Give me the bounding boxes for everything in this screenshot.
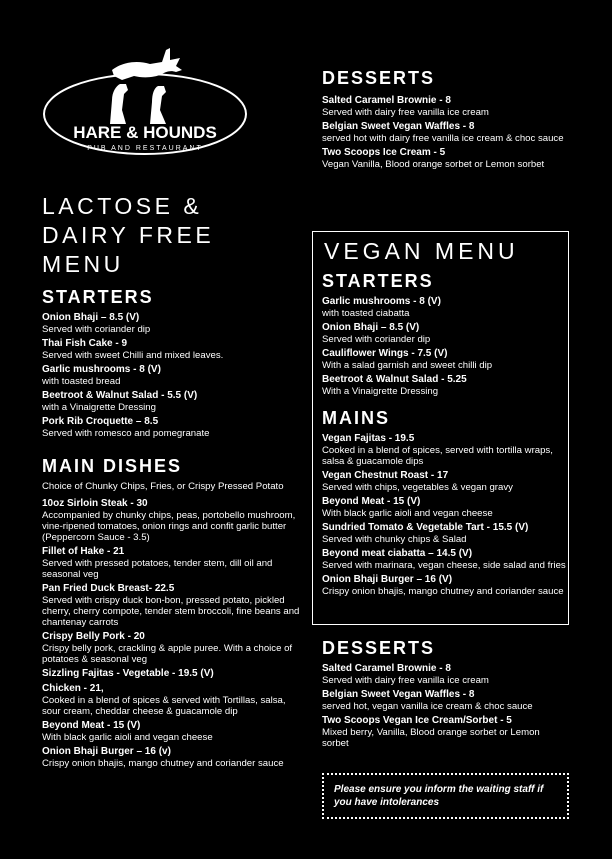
menu-item-name: Salted Caramel Brownie - 8 [322,663,451,674]
hare-and-hounds-logo [42,40,248,158]
menu-item [42,390,304,413]
menu-item [42,583,304,628]
menu-item-name: Fillet of Hake - 21 [42,546,125,557]
menu-item [322,296,566,319]
menu-item-name: Sundried Tomato & Vegetable Tart - 15.5 (V) [322,522,529,533]
menu-item [322,348,566,371]
menu-item [322,374,566,397]
menu-item-description: With black garlic aioli and vegan cheese [42,732,213,743]
menu-item-name: Two Scoops Vegan Ice Cream/Sorbet - 5 [322,715,512,726]
menu-item-description: Crispy onion bhajis, mango chutney and coriander sauce [322,586,564,597]
menu-item-name: Onion Bhaji Burger – 16 (v) [42,746,171,757]
menu-item-description: with toasted bread [42,376,121,387]
vegan-menu-title: VEGAN MENU [324,238,519,264]
menu-item-name: Beyond Meat - 15 (V) [322,496,421,507]
menu-item-description: served hot with dairy free vanilla ice cream & choc sauce [322,133,564,144]
menu-item-name: Salted Caramel Brownie - 8 [322,95,451,106]
menu-item-name: Onion Bhaji – 8.5 (V) [322,322,420,333]
menu-item [42,416,304,439]
menu-item-description: Accompanied by chunky chips, peas, portobello mushroom, vine-ripened tomatoes, onion rings and confit garlic butter (Peppercorn Sauce - 3.5) [42,510,296,543]
menu-item [322,121,584,144]
menu-item-description: Mixed berry, Vanilla, Blood orange sorbet or Lemon sorbet [322,727,540,749]
menu-item-description: Vegan Vanilla, Blood orange sorbet or Lemon sorbet [322,159,545,170]
menu-item-name: Vegan Chestnut Roast - 17 [322,470,449,481]
menu-item [42,364,304,387]
menu-item-description: Served with pressed potatoes, tender stem, dill oil and seasonal veg [42,558,273,580]
menu-item [42,546,304,580]
menu-item [322,522,566,545]
vegan-desserts-section [322,638,566,752]
menu-item [42,312,304,335]
menu-item-description: Crispy belly pork, crackling & apple puree. With a choice of potatoes & seasonal veg [42,643,293,665]
menu-item-name: Garlic mushrooms - 8 (V) [42,364,161,375]
menu-title-line: DAIRY FREE [42,222,215,248]
section-heading: DESSERTS [322,68,436,88]
menu-item-description: Served with dairy free vanilla ice cream [322,675,489,686]
menu-item-name: 10oz Sirloin Steak - 30 [42,498,148,509]
menu-item-name: Belgian Sweet Vegan Waffles - 8 [322,689,475,700]
menu-item-description: Crispy onion bhajis, mango chutney and coriander sauce [42,758,284,769]
menu-item-description: With a salad garnish and sweet chilli dip [322,360,493,371]
menu-item-description: with toasted ciabatta [322,308,410,319]
menu-item-description: Cooked in a blend of spices, served with tortilla wraps, salsa & guacamole dips [322,445,553,467]
menu-item-name: Cauliflower Wings - 7.5 (V) [322,348,448,359]
menu-item-description: Served with crispy duck bon-bon, pressed potato, pickled cherry, cherry compote, tender stem broccoli, fine beans and chantenay carrots [42,595,300,628]
menu-item-description: Served with chips, vegetables & vegan gravy [322,482,513,493]
menu-item-name: Crispy Belly Pork - 20 [42,631,145,642]
section-heading: STARTERS [42,287,154,307]
section-heading: DESSERTS [322,638,436,658]
menu-item [42,746,304,769]
section-heading: MAIN DISHES [42,456,183,476]
menu-item-name: Two Scoops Ice Cream - 5 [322,147,446,158]
menu-item-description: Served with chunky chips & Salad [322,534,467,545]
menu-item [322,95,584,118]
menu-item-name: Thai Fish Cake - 9 [42,338,128,349]
menu-item-description: Served with marinara, vegan cheese, side salad and fries [322,560,566,571]
mains-note: Choice of Chunky Chips, Fries, or Crispy Pressed Potato [42,481,284,492]
menu-item-name: Sizzling Fajitas - Vegetable - 19.5 (V) [42,668,214,679]
menu-title-line: MENU [42,251,124,277]
menu-item-name: Chicken - 21, [42,683,104,694]
hound-left-icon [110,84,128,124]
logo-name: HARE & HOUNDS [73,123,217,142]
menu-item [322,470,566,493]
menu-item-description: With black garlic aioli and vegan cheese [322,508,493,519]
menu-item-name: Onion Bhaji – 8.5 (V) [42,312,140,323]
menu-item-name: Beetroot & Walnut Salad - 5.25 [322,374,467,385]
menu-item-description: With a Vinaigrette Dressing [322,386,439,397]
menu-item [42,668,304,680]
menu-item-description: served hot, vegan vanilla ice cream & choc sauce [322,701,533,712]
vegan-starters-section [322,271,566,400]
menu-item-name: Onion Bhaji Burger – 16 (V) [322,574,453,585]
menu-item-name: Beyond meat ciabatta – 14.5 (V) [322,548,473,559]
menu-item [322,548,566,571]
menu-item [322,322,566,345]
menu-item [322,496,566,519]
menu-item [322,663,566,686]
menu-item [42,338,304,361]
main-dishes-section [42,456,304,772]
menu-item-description: Served with romesco and pomegranate [42,428,210,439]
menu-item-name: Beetroot & Walnut Salad - 5.5 (V) [42,390,198,401]
menu-item-name: Beyond Meat - 15 (V) [42,720,141,731]
menu-item [42,683,304,717]
menu-item [322,433,566,467]
menu-item [322,574,566,597]
starters-section [42,287,304,442]
menu-title [42,192,214,279]
menu-item [42,720,304,743]
hound-right-icon [150,86,166,124]
menu-item [322,689,566,712]
menu-item [322,147,584,170]
menu-item-name: Pan Fried Duck Breast- 22.5 [42,583,175,594]
logo-tagline: PUB AND RESTAURANT [87,145,203,152]
desserts-section [322,68,584,173]
menu-item-description: Served with sweet Chilli and mixed leaves. [42,350,224,361]
menu-title-line: LACTOSE & [42,193,203,219]
menu-item-description: with a Vinaigrette Dressing [42,402,156,413]
intolerance-notice: Please ensure you inform the waiting staff if you have intolerances [322,773,569,819]
menu-item-description: Served with dairy free vanilla ice cream [322,107,489,118]
vegan-mains-section [322,408,566,600]
menu-item-description: Served with coriander dip [42,324,151,335]
menu-item-description: Cooked in a blend of spices & served with Tortillas, salsa, sour cream, cheddar cheese & guacamole dip [42,695,286,717]
menu-item [42,631,304,665]
menu-item [322,715,566,749]
section-heading: MAINS [322,408,390,428]
menu-item-name: Vegan Fajitas - 19.5 [322,433,415,444]
menu-item-name: Pork Rib Croquette – 8.5 [42,416,159,427]
section-heading: STARTERS [322,271,434,291]
menu-item [42,498,304,543]
menu-item-description: Served with coriander dip [322,334,431,345]
menu-item-name: Belgian Sweet Vegan Waffles - 8 [322,121,475,132]
menu-item-name: Garlic mushrooms - 8 (V) [322,296,441,307]
